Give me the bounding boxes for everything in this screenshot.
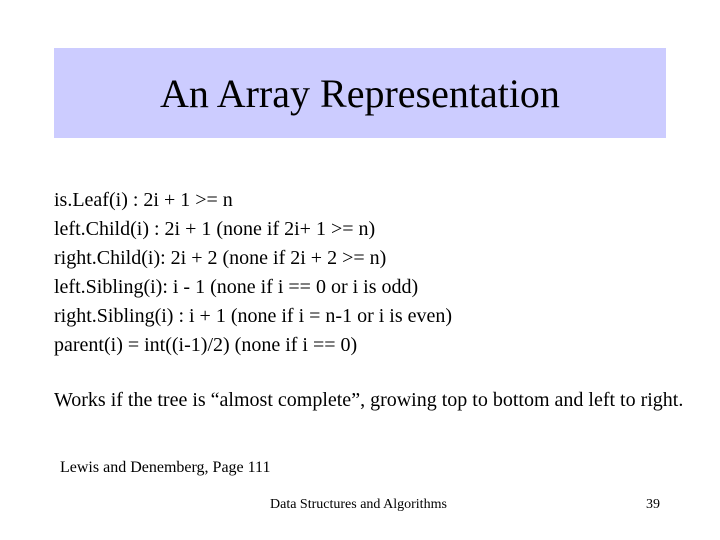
definition-left-sibling: left.Sibling(i): i - 1 (none if i == 0 or i is odd) <box>54 276 419 298</box>
definition-is-leaf: is.Leaf(i) : 2i + 1 >= n <box>54 189 233 211</box>
definition-left-child: left.Child(i) : 2i + 1 (none if 2i+ 1 >= n) <box>54 218 376 240</box>
definitions-list <box>54 186 694 360</box>
usage-note: Works if the tree is “almost complete”, growing top to bottom and left to right. <box>54 389 684 411</box>
definition-right-child: right.Child(i): 2i + 2 (none if 2i + 2 >= n) <box>54 247 387 269</box>
footer-page-number: 39 <box>646 497 660 512</box>
citation: Lewis and Denemberg, Page 111 <box>60 459 271 476</box>
title-bar <box>54 48 666 138</box>
definition-parent: parent(i) = int((i-1)/2) (none if i == 0) <box>54 334 358 356</box>
slide-title: An Array Representation <box>160 71 560 116</box>
footer-course-name: Data Structures and Algorithms <box>270 497 447 512</box>
definition-right-sibling: right.Sibling(i) : i + 1 (none if i = n-1 or i is even) <box>54 305 453 327</box>
